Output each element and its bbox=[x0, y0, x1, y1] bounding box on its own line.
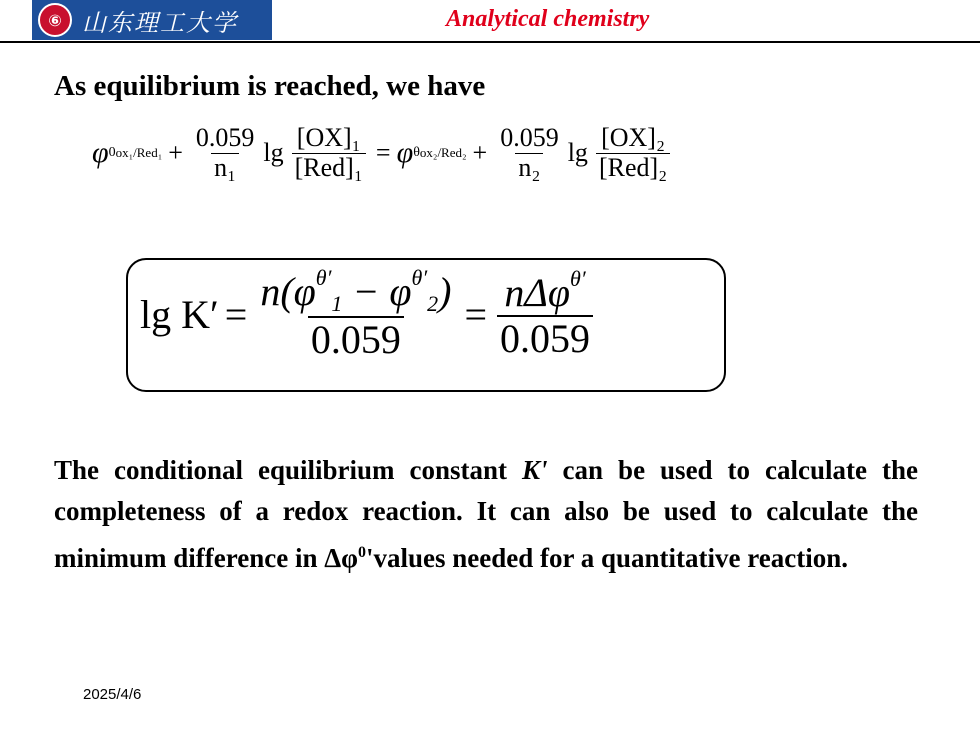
fraction bbox=[497, 124, 562, 182]
course-title: Analytical chemistry bbox=[446, 6, 650, 32]
paragraph-text: 'values needed for a quantitative reaction. bbox=[366, 543, 848, 573]
university-name: 山东理工大学 bbox=[82, 8, 238, 37]
delta-phi: nΔφ bbox=[504, 270, 571, 316]
phi-symbol: φ bbox=[92, 136, 109, 170]
fraction bbox=[257, 266, 454, 362]
phi1-subscript: 1 bbox=[331, 291, 343, 316]
phi-symbol: φ bbox=[396, 136, 414, 170]
plus-operator: + bbox=[472, 138, 488, 168]
denominator: n₂ bbox=[515, 153, 543, 183]
plus-operator: + bbox=[168, 138, 183, 168]
k-symbol: K' bbox=[522, 455, 548, 485]
equals-operator: = bbox=[375, 138, 391, 168]
phi-superscript: θ bbox=[413, 145, 420, 161]
paragraph-text: can be used to calculate the completeness of a redox reaction. It can also be used to calculate the minimum difference in Δφ bbox=[54, 455, 918, 573]
conditional-constant-formula bbox=[140, 266, 597, 362]
slide-date: 2025/4/6 bbox=[83, 686, 142, 703]
denominator: n₁ bbox=[211, 153, 239, 183]
denominator: 0.059 bbox=[497, 315, 593, 361]
log-operator: lg bbox=[263, 138, 284, 168]
numerator: [OX]₁ bbox=[296, 123, 361, 152]
numerator bbox=[501, 267, 588, 315]
numerator: 0.059 bbox=[195, 123, 255, 152]
phi1-superscript: θ′ bbox=[315, 265, 332, 290]
intro-text: As equilibrium is reached, we have bbox=[54, 70, 486, 102]
phi-subscript: ox₁/Red₁ bbox=[115, 145, 163, 161]
lhs: lg K′ bbox=[140, 291, 219, 337]
paragraph-text: The conditional equilibrium constant bbox=[54, 455, 523, 485]
slide-header bbox=[0, 0, 980, 44]
fraction bbox=[596, 124, 670, 182]
numerator: 0.059 bbox=[500, 123, 559, 152]
equilibrium-equation bbox=[92, 124, 674, 182]
superscript-zero: 0 bbox=[358, 544, 367, 561]
equals-operator: = bbox=[224, 291, 248, 337]
numerator: [OX]₂ bbox=[601, 123, 666, 152]
close-paren: ) bbox=[438, 269, 452, 314]
denominator: [Red]₁ bbox=[292, 153, 366, 183]
denominator: [Red]₂ bbox=[596, 153, 670, 183]
log-operator: lg bbox=[567, 138, 588, 168]
fraction bbox=[497, 267, 593, 361]
numerator-prefix: n(φ bbox=[260, 269, 316, 314]
header-divider bbox=[0, 41, 980, 43]
phi2-superscript: θ′ bbox=[411, 265, 428, 290]
university-seal-icon: ⑥ bbox=[38, 3, 72, 37]
fraction bbox=[292, 124, 366, 182]
phi-superscript: 0 bbox=[108, 145, 116, 161]
explanation-paragraph bbox=[54, 450, 918, 579]
delta-phi-superscript: θ′ bbox=[570, 266, 586, 292]
minus-phi: − φ bbox=[342, 269, 412, 314]
phi2-subscript: 2 bbox=[427, 291, 439, 316]
equals-operator: = bbox=[464, 291, 488, 337]
university-logo bbox=[32, 0, 272, 40]
denominator: 0.059 bbox=[308, 316, 404, 362]
phi-subscript: ox₂/Red₂ bbox=[419, 145, 467, 161]
numerator bbox=[257, 266, 454, 316]
fraction bbox=[193, 124, 258, 182]
